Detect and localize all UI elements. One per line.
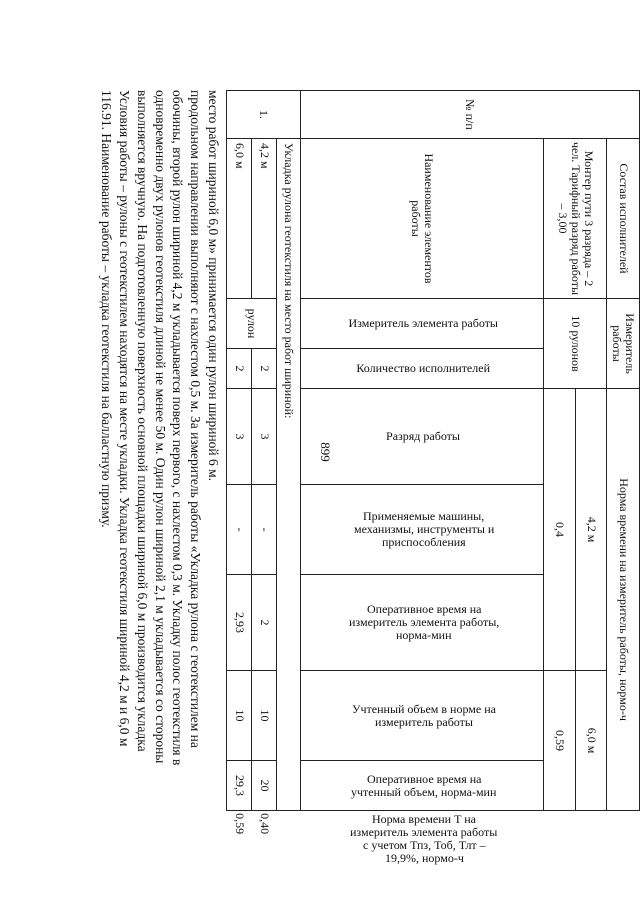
col-header-machines: Применяемые машины, механизмы, инструменты и приспособления (300, 485, 544, 575)
row-volume: 10 (252, 671, 277, 761)
body-text-line: место работ шириной 6,0 м» принимается один рулон шириной 6 м. (206, 90, 221, 482)
width-header-42: 4,2 м (575, 389, 607, 671)
col-header-number: № п/п (300, 91, 639, 139)
row-op-time: 2 (252, 575, 277, 671)
row-number: 1. (227, 91, 301, 139)
col-header-op-time-accounted: Оперативное время на учтенный объем, норма-мин (300, 761, 544, 811)
meter-value: 10 рулонов (544, 299, 607, 389)
row-operation-title: Укладка рулона геотекстиля на место работ шириной: (277, 139, 300, 811)
body-text-line: Условия работы – рулоны с геотекстилем находятся на месте укладки. Укладка геотекстиля шириной 4,2 м и 6,0 м (117, 90, 132, 747)
body-text-line: обочины, второй рулон шириной 4,2 м укладывается поверх первого, с нахлестом 0,3 м. Укладку полос геотекстиля в (170, 90, 185, 766)
table-row: 4,2 м рулон 2 3 - 2 10 20 0,40 (252, 91, 277, 811)
row-name: 6,0 м (227, 139, 252, 299)
row-machines: - (252, 485, 277, 575)
row-count: 2 (252, 349, 277, 389)
width-header-60: 6,0 м (575, 671, 607, 811)
row-volume: 10 (227, 671, 252, 761)
crew-value: Монтер пути 3 разряда – 2 чел. Тарифный разряд работы – 3,00 (544, 139, 607, 299)
row-op-total: 20 (252, 761, 277, 811)
body-text-line: одновременно двух рулонов геотекстиля длиной не менее 50 м. Один рулон шириной 2,1 м укладывается со стороны (153, 90, 168, 764)
col-header-meter-element: Измеритель элемента работы (300, 299, 544, 349)
row-machines: - (227, 485, 252, 575)
norm-value-60: 0,59 (544, 671, 576, 811)
row-op-time: 2,93 (227, 575, 252, 671)
table-row: 6,0 м 2 3 - 2,93 10 29,3 0,59 (227, 91, 252, 811)
norm-value-42: 0,4 (544, 389, 576, 671)
body-text-line: выполняется вручную. На подготовленную поверхность основной площадки шириной 6,0 м производится укладка (135, 90, 150, 752)
section-heading: 116.91. Наименование работы – укладка геотекстиля на балластную призму. (99, 90, 114, 528)
col-header-performers-count: Количество исполнителей (300, 349, 544, 389)
row-grade: 3 (227, 389, 252, 485)
col-header-norm: Норма времени на измеритель работы, нормо-ч (607, 389, 640, 811)
row-op-total: 29,3 (227, 761, 252, 811)
page-number: 899 (318, 442, 333, 462)
row-grade: 3 (252, 389, 277, 485)
row-meter: рулон (227, 299, 278, 349)
col-header-meter: Измеритель работы (607, 299, 640, 389)
col-header-accounted-volume: Учтенный объем в норме на измеритель работы (300, 671, 544, 761)
row-name: 4,2 м (252, 139, 277, 299)
norms-table: № п/п Состав исполнителей Измеритель работы Норма времени на измеритель работы, нормо-ч Монтер пути 3 разряда – 2 чел. Тарифный разряд работы – 3,00 10 рулонов 4,2 м 6,0 м 0,4 0,59 Наименование элементов работы Измеритель элемента работы Количество исполнителей Разряд работы Применяемые машины, механизмы, инструменты и приспособления Оперативное время на измеритель элемента работы, норма-мин Учтенный объем в норме на измеритель работы Оперативное время на учтенный объем, норма-мин Норма времени T на измеритель элемента работы с учетом Тпз, Тоб, Тлт – 19,9%, нормо-ч 1. Укладка рулона геотекстиля на место работ шириной: 4,2 м рулон 2 3 - 2 10 20 0,40 6,0 м 2 3 - 2,93 10 29,3 0,59 (226, 90, 640, 811)
row-count: 2 (227, 349, 252, 389)
col-header-crew: Состав исполнителей (607, 139, 640, 299)
col-header-op-time: Оперативное время на измеритель элемента работы, норма-мин (300, 575, 544, 671)
body-text-line: продольном направлении выполняют с нахлестом 0,5 м. За измеритель работы «Укладка рулона с геотекстилем на (188, 90, 203, 748)
col-header-grade: Разряд работы (300, 389, 544, 485)
col-header-element-name: Наименование элементов работы (300, 139, 544, 299)
